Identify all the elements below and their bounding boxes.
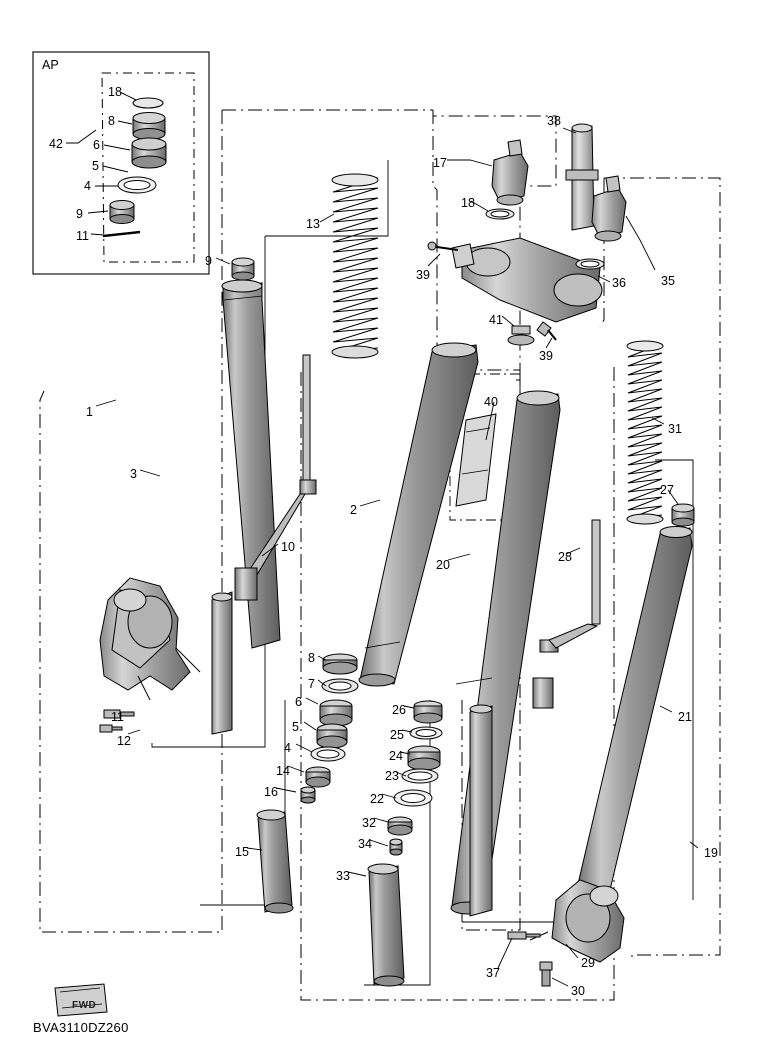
callout-8: 8 [308,651,315,665]
callout-6: 6 [295,695,302,709]
callout-30: 30 [571,984,585,998]
callout-18: 18 [461,196,475,210]
callout-41: 41 [489,313,503,327]
callout-8: 8 [108,114,115,128]
callout-2: 2 [350,503,357,517]
callout-25: 25 [390,728,404,742]
callout-1: 1 [86,405,93,419]
callout-4: 4 [284,741,291,755]
callout-15: 15 [235,845,249,859]
callout-4: 4 [84,179,91,193]
callout-32: 32 [362,816,376,830]
inset-label-ap: AP [42,58,59,72]
callout-36: 36 [612,276,626,290]
callout-39: 39 [416,268,430,282]
callout-42: 42 [49,137,63,151]
callout-19: 19 [704,846,718,860]
callout-9: 9 [205,254,212,268]
callout-31: 31 [668,422,682,436]
callout-35: 35 [661,274,675,288]
callout-5: 5 [292,720,299,734]
callout-17: 17 [433,156,447,170]
callout-9: 9 [76,207,83,221]
callout-20: 20 [436,558,450,572]
callout-13: 13 [306,217,320,231]
callout-27: 27 [660,483,674,497]
callout-23: 23 [385,769,399,783]
callout-7: 7 [308,677,315,691]
callout-40: 40 [484,395,498,409]
callout-39: 39 [539,349,553,363]
callout-26: 26 [392,703,406,717]
callout-3: 3 [130,467,137,481]
callout-11: 11 [111,710,124,724]
fwd-marker-label: FWD [72,1000,97,1011]
callout-12: 12 [117,734,131,748]
part-number-label: BVA3110DZ260 [33,1020,129,1035]
callout-28: 28 [558,550,572,564]
callout-10: 10 [281,540,295,554]
callout-5: 5 [92,159,99,173]
callout-37: 37 [486,966,500,980]
callout-6: 6 [93,138,100,152]
callout-38: 38 [547,114,561,128]
callout-11: 11 [76,229,89,243]
callout-24: 24 [389,749,403,763]
callout-16: 16 [264,785,278,799]
callout-22: 22 [370,792,384,806]
callout-18: 18 [108,85,122,99]
callout-29: 29 [581,956,595,970]
callout-33: 33 [336,869,350,883]
callout-21: 21 [678,710,692,724]
callout-14: 14 [276,764,290,778]
callout-34: 34 [358,837,372,851]
